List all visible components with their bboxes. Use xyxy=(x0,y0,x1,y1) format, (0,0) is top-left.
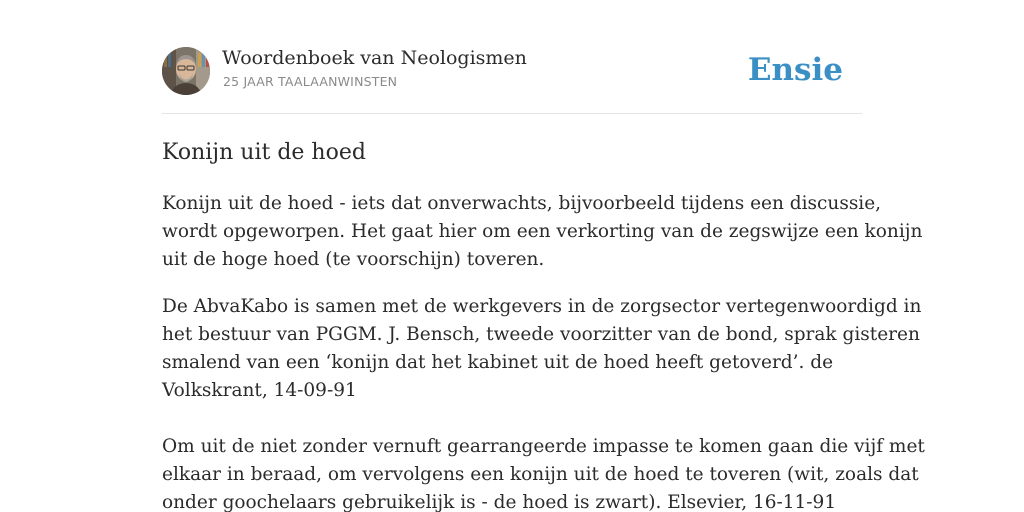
site-header xyxy=(162,46,862,96)
quote-line: smalend van een ‘konijn dat het kabinet uit de hoed heeft getoverd’. de xyxy=(162,352,834,373)
quote-line: elkaar in beraad, om vervolgens een konijn uit de hoed te toveren (wit, zoals dat xyxy=(162,464,919,485)
paragraph-spacer xyxy=(162,274,862,293)
avatar-portrait-image xyxy=(162,47,210,95)
quote-paragraph-elsevier xyxy=(162,433,925,512)
definition-line: wordt opgeworpen. Het gaat hier om een verkorting van de zegswijze een konijn xyxy=(162,221,923,242)
quote-line: onder goochelaars gebruikelijk is - de hoed is zwart). Elsevier, 16-11-91 xyxy=(162,492,837,512)
ensie-logo[interactable]: Ensie xyxy=(747,52,843,88)
header-divider xyxy=(162,113,862,114)
site-subtitle: 25 JAAR TAALAANWINSTEN xyxy=(223,74,398,89)
definition-line: Konijn uit de hoed - iets dat onverwachts, bijvoorbeeld tijdens een discussie, xyxy=(162,193,882,214)
definition-paragraph xyxy=(162,190,923,274)
definition-line: uit de hoge hoed (te voorschijn) toveren. xyxy=(162,249,545,270)
quote-line: De AbvaKabo is samen met de werkgevers in de zorgsector vertegenwoordigd in xyxy=(162,296,922,317)
paragraph-spacer xyxy=(162,405,862,433)
quote-line: Volkskrant, 14-09-91 xyxy=(162,380,357,401)
entry-body xyxy=(162,190,925,512)
site-name[interactable]: Woordenboek van Neologismen xyxy=(222,47,527,69)
quote-line: het bestuur van PGGM. J. Bensch, tweede voorzitter van de bond, sprak gisteren xyxy=(162,324,920,345)
avatar[interactable] xyxy=(162,47,210,95)
quote-paragraph-volkskrant xyxy=(162,293,922,405)
quote-line: Om uit de niet zonder vernuft gearrangeerde impasse te komen gaan die vijf met xyxy=(162,436,925,457)
entry-title: Konijn uit de hoed xyxy=(162,140,366,165)
